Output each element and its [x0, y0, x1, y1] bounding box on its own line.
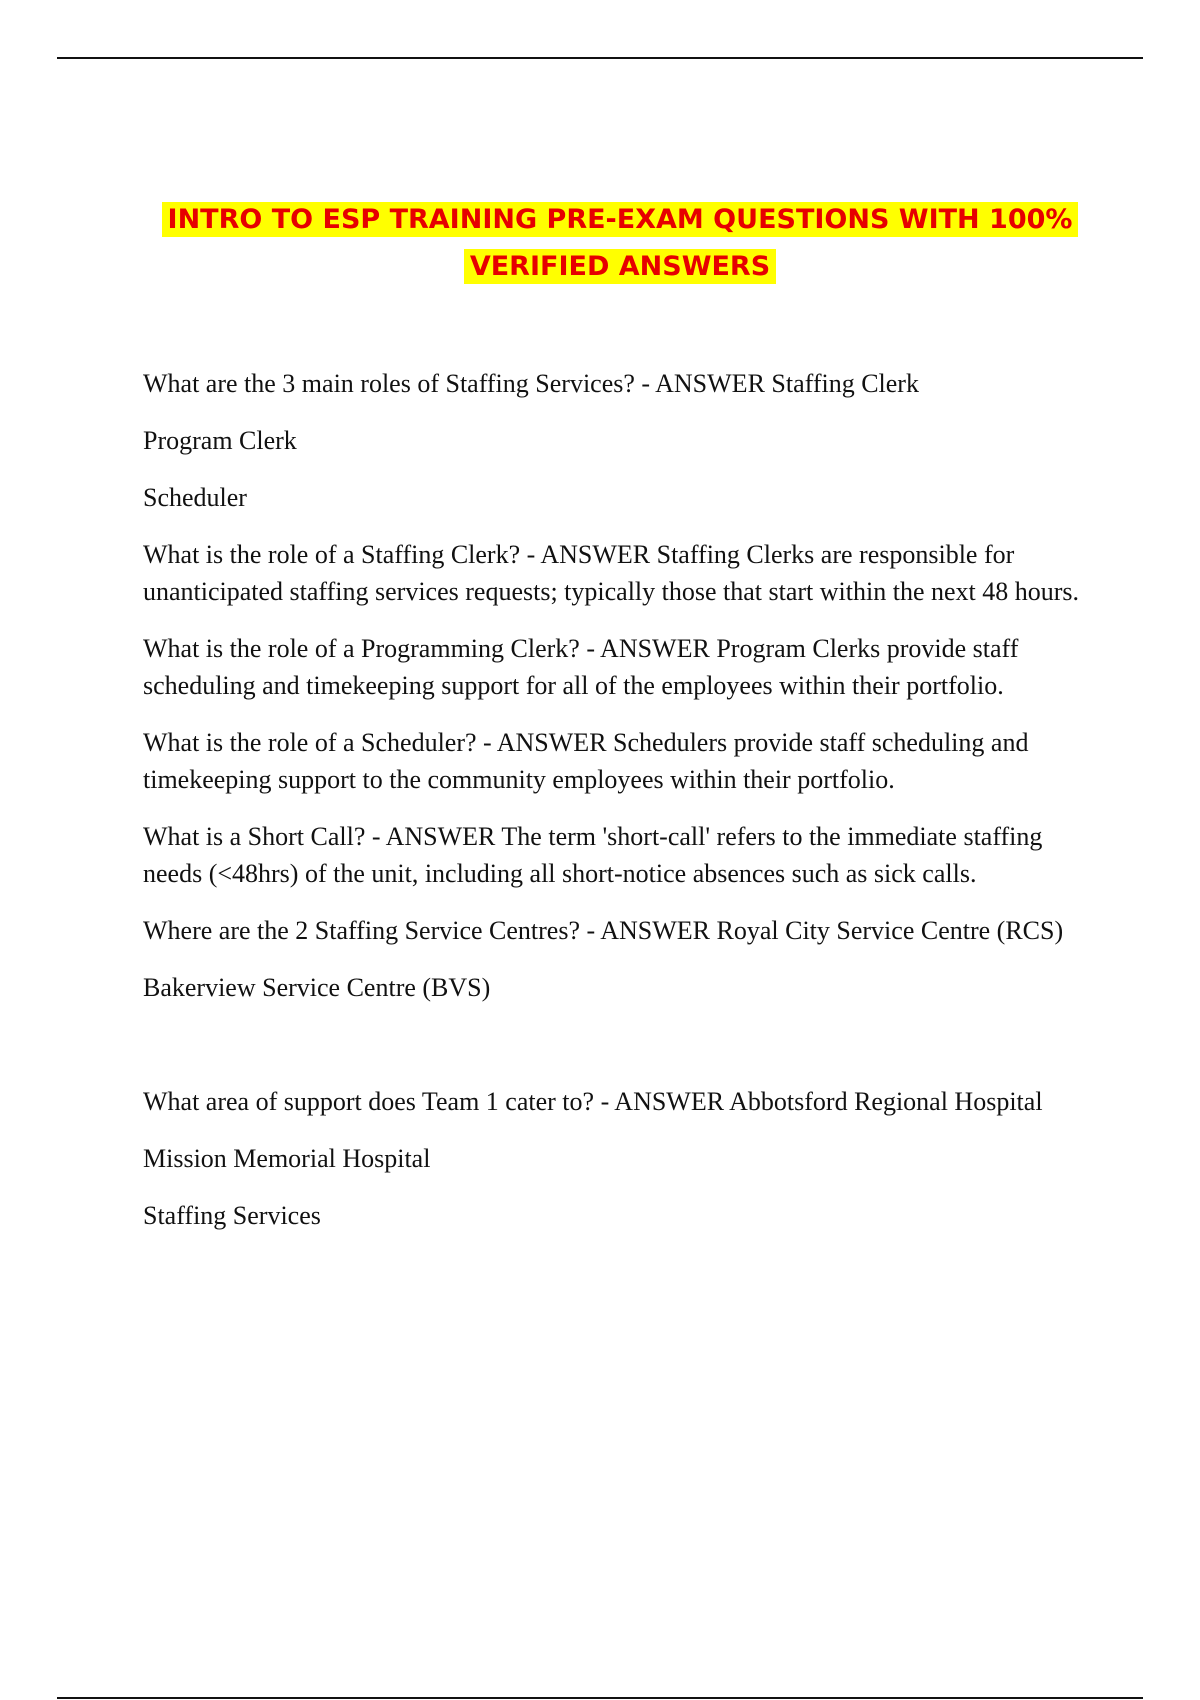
document-body	[143, 365, 1093, 1254]
document-title	[120, 196, 1120, 290]
footer-rule	[57, 1697, 1143, 1699]
answer-paragraph: Bakerview Service Centre (BVS)	[143, 973, 491, 1002]
question-paragraph: What is the role of a Scheduler? - ANSWER Schedulers provide staff scheduling and timekeeping support to the community employees within their portfolio.	[143, 728, 1029, 794]
answer-paragraph: Scheduler	[143, 483, 247, 512]
question-paragraph: What is a Short Call? - ANSWER The term 'short-call' refers to the immediate staffing needs (<48hrs) of the unit, including all short-notice absences such as sick calls.	[143, 822, 1043, 888]
header-rule	[57, 57, 1143, 59]
question-paragraph: What is the role of a Staffing Clerk? - ANSWER Staffing Clerks are responsible for unanticipated staffing services requests; typically those that start within the next 48 hours.	[143, 540, 1080, 606]
answer-paragraph: Mission Memorial Hospital	[143, 1144, 431, 1173]
paragraph-spacer	[143, 1026, 1093, 1083]
title-line-1: INTRO TO ESP TRAINING PRE-EXAM QUESTIONS WITH 100%	[162, 202, 1079, 237]
question-paragraph: What area of support does Team 1 cater to? - ANSWER Abbotsford Regional Hospital	[143, 1087, 1043, 1116]
question-paragraph: Where are the 2 Staffing Service Centres? - ANSWER Royal City Service Centre (RCS)	[143, 916, 1064, 945]
question-paragraph: What is the role of a Programming Clerk? - ANSWER Program Clerks provide staff scheduling and timekeeping support for all of the employees within their portfolio.	[143, 634, 1019, 700]
question-paragraph: What are the 3 main roles of Staffing Services? - ANSWER Staffing Clerk	[143, 369, 919, 398]
answer-paragraph: Staffing Services	[143, 1201, 321, 1230]
title-line-2: VERIFIED ANSWERS	[464, 249, 776, 284]
answer-paragraph: Program Clerk	[143, 426, 297, 455]
